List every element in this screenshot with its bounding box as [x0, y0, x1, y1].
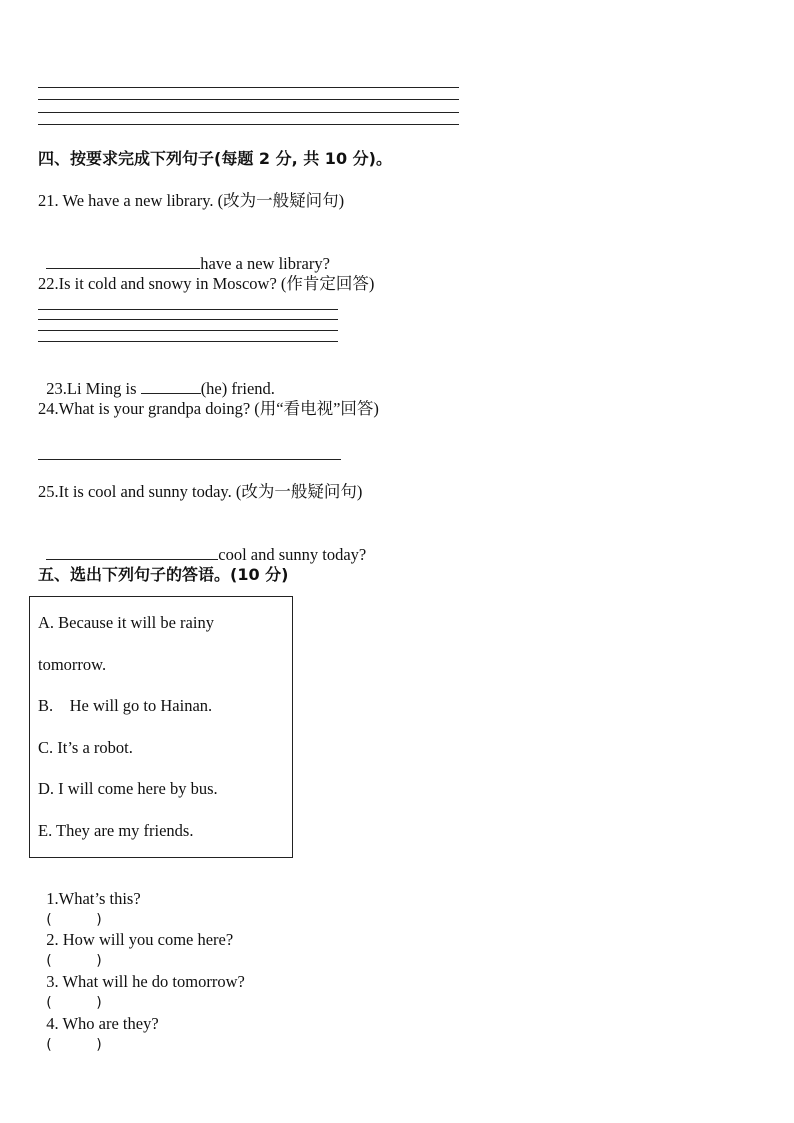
question-21-answer	[38, 233, 330, 274]
question-24: 24.What is your grandpa doing? (用“看电视”回答)	[38, 399, 379, 418]
answer-line[interactable]	[38, 319, 338, 320]
question-25: 25.It is cool and sunny today. (改为一般疑问句)	[38, 482, 363, 501]
section5-heading: 五、选出下列句子的答语。(10 分)	[38, 565, 289, 584]
option-c: C. It’s a robot.	[38, 738, 133, 757]
match-question-4	[38, 994, 159, 1055]
answer-line[interactable]	[38, 341, 338, 342]
question-21-answer-suffix: have a new library?	[200, 254, 330, 273]
question-21: 21. We have a new library. (改为一般疑问句)	[38, 191, 345, 210]
question-23	[38, 358, 275, 399]
answer-parentheses[interactable]: ( )	[46, 1037, 102, 1053]
question-23-prefix: 23.Li Ming is	[46, 379, 141, 398]
answer-blank[interactable]	[46, 253, 200, 269]
answer-line[interactable]	[38, 112, 459, 113]
question-25-answer-suffix: cool and sunny today?	[218, 545, 367, 564]
answer-parentheses[interactable]: ( )	[46, 953, 102, 969]
answer-line[interactable]	[38, 124, 459, 125]
option-d: D. I will come here by bus.	[38, 779, 218, 798]
option-e: E. They are my friends.	[38, 821, 194, 840]
answer-blank[interactable]	[46, 544, 218, 560]
match-question-text: 1.What’s this?	[46, 889, 141, 908]
options-box	[29, 596, 293, 858]
match-question-text: 4. Who are they?	[46, 1014, 159, 1033]
answer-line[interactable]	[38, 330, 338, 331]
answer-line[interactable]	[38, 87, 459, 88]
option-b: B. He will go to Hainan.	[38, 696, 213, 715]
answer-parentheses[interactable]: ( )	[46, 912, 102, 928]
answer-line[interactable]	[38, 459, 341, 460]
option-a: A. Because it will be rainy	[38, 613, 214, 632]
answer-line[interactable]	[38, 309, 338, 310]
answer-blank[interactable]	[141, 378, 201, 394]
section4-heading: 四、按要求完成下列句子(每题 2 分, 共 10 分)。	[38, 149, 392, 168]
match-question-text: 3. What will he do tomorrow?	[46, 972, 245, 991]
answer-line[interactable]	[38, 99, 459, 100]
match-question-text: 2. How will you come here?	[46, 930, 234, 949]
question-25-answer	[38, 524, 366, 565]
question-23-suffix: (he) friend.	[200, 379, 275, 398]
question-22: 22.Is it cold and snowy in Moscow? (作肯定回答)	[38, 274, 375, 293]
answer-parentheses[interactable]: ( )	[46, 995, 102, 1011]
option-a-continued: tomorrow.	[38, 655, 107, 674]
